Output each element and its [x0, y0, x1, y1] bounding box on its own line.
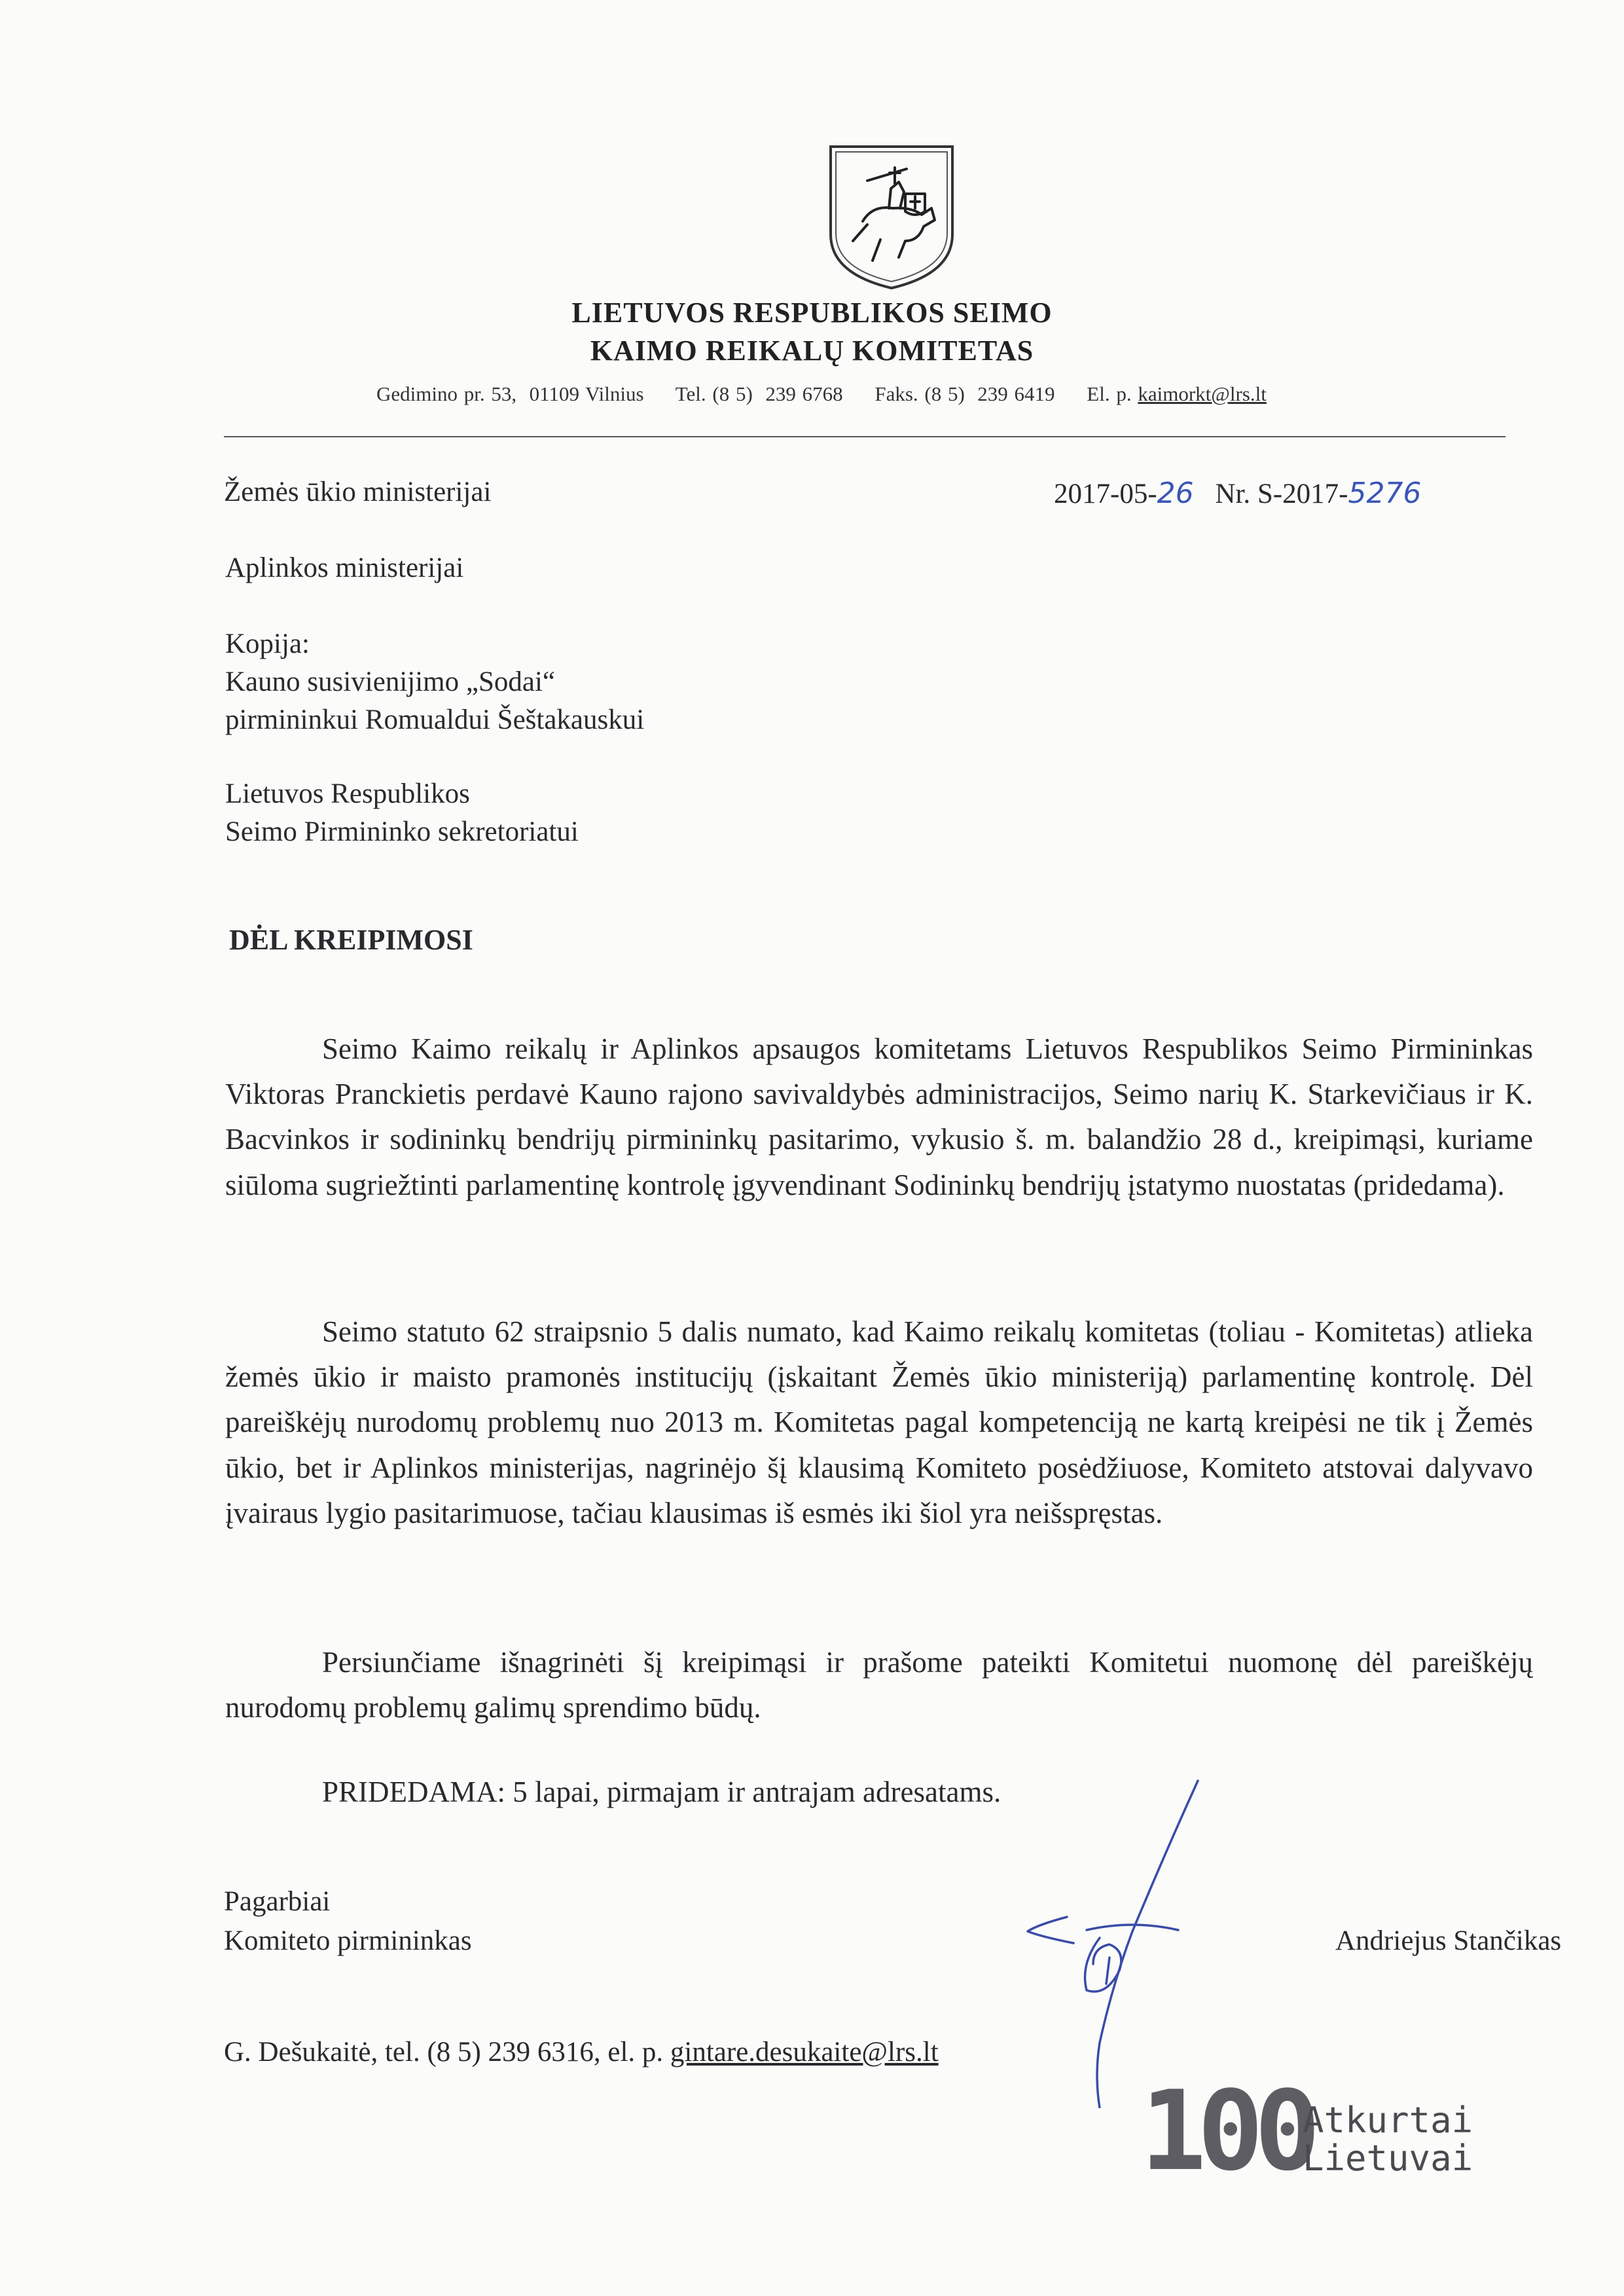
copy-label: Kopija: — [225, 629, 310, 659]
body-paragraph-1: Seimo Kaimo reikalų ir Aplinkos apsaugos komitetams Lietuvos Respublikos Seimo Pirmininkas Viktoras Pranckietis perdavė Kauno rajono savivaldybės administracijos, Seimo narių K. Starkevičiaus ir K. Bacvinkos ir sodininkų bendrijų pirmininkų pasitarimo, vykusio š. m. balandžio 28 d., kreipimąsi, kuriame siūloma sugriežtinti parlamentinę kontrolę įgyvendinant Sodininkų bendrijų įstatymo nuostatas (pridedama). — [225, 1032, 1533, 1201]
recipient-2: Aplinkos ministerijai — [225, 553, 464, 583]
centenary-logo-word2: Lietuvai — [1303, 2138, 1473, 2179]
copy-recipient-2-line2: Seimo Pirmininko sekretoriatui — [225, 816, 579, 847]
registration-date-day-handwritten: 26 — [1157, 477, 1194, 510]
handwritten-signature — [1001, 1768, 1218, 2108]
header-phone: Tel. (8 5) 239 6768 — [675, 382, 843, 405]
registration-number-handwritten: 5276 — [1348, 477, 1422, 510]
coat-of-arms-icon — [827, 143, 956, 292]
body-paragraph-2: Seimo statuto 62 straipsnio 5 dalis numato, kad Kaimo reikalų komitetas (toliau - Komitetas) atlieka žemės ūkio ir maisto pramonės institucijų (įskaitant Žemės ūkio ministeriją) parlamentinę kontrolę. Dėl pareiškėjų nurodomų problemų nuo 2013 m. Komitetas pagal kompetenciją ne kartą kreipėsi ne tik į Žemės ūkio, bet ir Aplinkos ministerijas, nagrinėjo šį klausimą Komiteto posėdžiuose, Komiteto atstovai dalyvavo įvairaus lygio pasitarimuose, tačiau klausimas iš esmės iki šiol yra neišspręstas. — [225, 1315, 1533, 1529]
body-paragraph-3: Persiunčiame išnagrinėti šį kreipimąsi ir prašome pateikti Komitetui nuomonę dėl pareiškėjų nurodomų problemų galimų sprendimo būdų. — [225, 1646, 1533, 1724]
committee-org-line2: KAIMO REIKALŲ KOMITETAS — [590, 335, 1034, 367]
contact-footer — [224, 2036, 939, 2068]
contact-footer-email-link[interactable]: gintare.desukaite@lrs.lt — [670, 2037, 939, 2068]
committee-org-line1: LIETUVOS RESPUBLIKOS SEIMO — [571, 297, 1053, 329]
header-email-label: El. p. — [1087, 382, 1132, 405]
centenary-logo-number: 100 — [1140, 2067, 1312, 2195]
header-contacts — [376, 382, 1267, 406]
body-paragraph-4: PRIDEDAMA: 5 lapai, pirmajam ir antrajam adresatams. — [322, 1776, 1001, 1808]
centenary-logo-word1: Atkurtai — [1303, 2100, 1473, 2141]
registration-date-prefix: 2017-05- — [1054, 479, 1157, 509]
copy-recipient-1-line2: pirmininkui Romualdui Šeštakauskui — [225, 704, 645, 735]
centenary-logo-words — [1303, 2102, 1473, 2178]
copy-recipient-1-line1: Kauno susivienijimo „Sodai“ — [225, 666, 555, 697]
recipient-1: Žemės ūkio ministerijai — [224, 477, 492, 507]
header-fax: Faks. (8 5) 239 6419 — [875, 382, 1055, 405]
contact-footer-text: G. Dešukaitė, tel. (8 5) 239 6316, el. p. — [224, 2037, 670, 2068]
header-divider — [224, 436, 1506, 437]
registration-line — [1054, 477, 1421, 510]
letter-subject: DĖL KREIPIMOSI — [229, 924, 473, 956]
registration-number-prefix: Nr. S-2017- — [1215, 479, 1348, 509]
header-address: Gedimino pr. 53, 01109 Vilnius — [376, 382, 644, 405]
closing-regards: Pagarbiai — [224, 1886, 331, 1917]
signatory-name: Andriejus Stančikas — [1335, 1925, 1562, 1956]
closing-position: Komiteto pirmininkas — [224, 1925, 472, 1956]
header-email-link[interactable]: kaimorkt@lrs.lt — [1138, 382, 1267, 405]
copy-recipient-2-line1: Lietuvos Respublikos — [225, 778, 470, 809]
